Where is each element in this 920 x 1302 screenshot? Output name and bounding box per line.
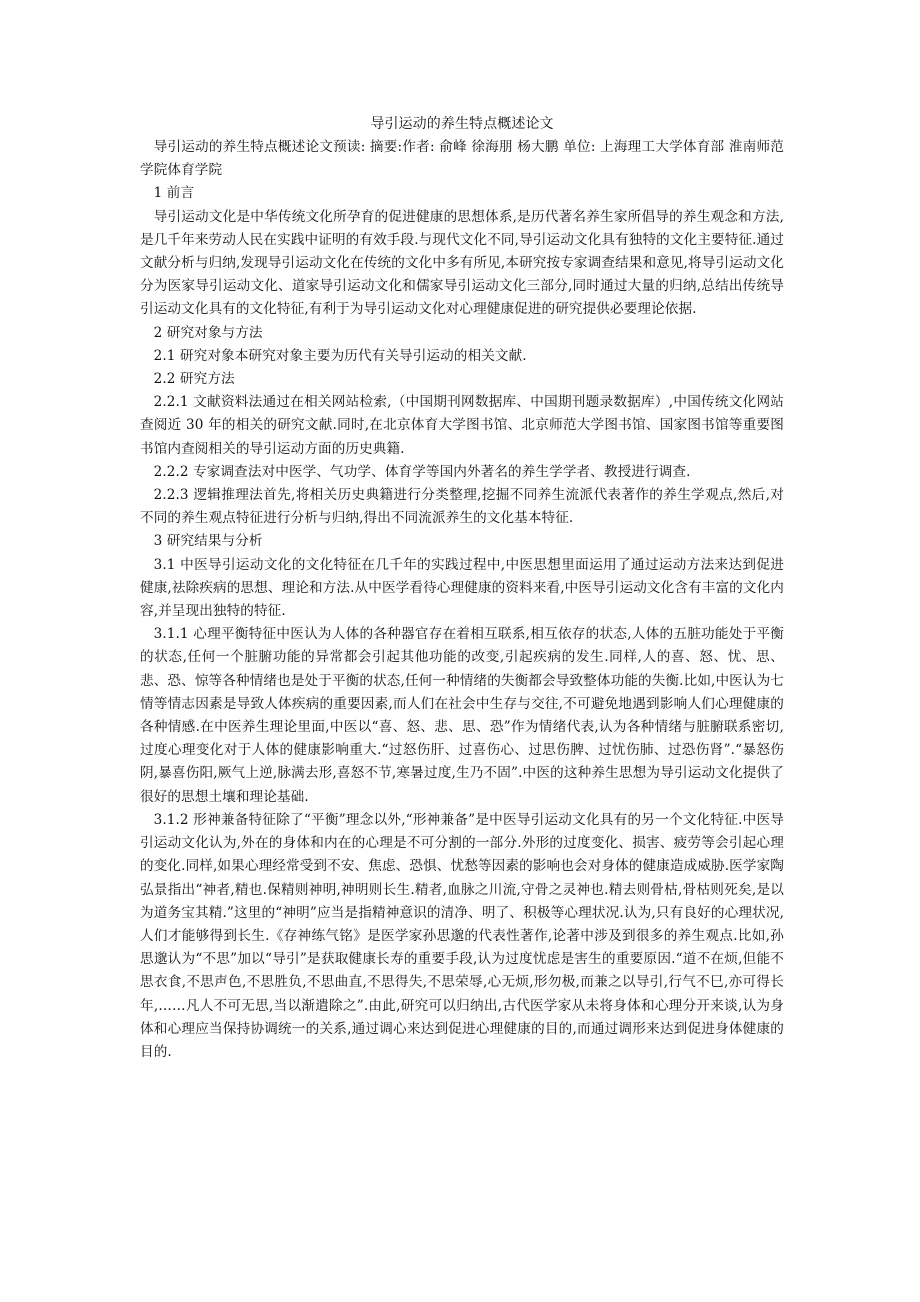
paragraph-form-spirit: 3.1.2 形神兼备特征除了“平衡”理念以外,“形神兼备”是中医导引运动文化具有的另一个文化特征.中医导引运动文化认为,外在的身体和内在的心理是不可分割的一部分.外形的过度变化、损害、疲劳等会引起心理的变化.同样,如果心理经常受到不安、焦虑、恐惧、忧愁等因素的影响也会对身体的健康造成威胁.医学家陶弘景指出“神者,精也.保精则神明,神明则长生.精者,血脉之川流,守骨之灵神也.精去则骨枯,骨枯则死矣,是以为道务宝其精.”这里的“神明”应当是指精神意识的清净、明了、积极等心理状况.认为,只有良好的心理状况,人们才能够得到长生.《存神练气铭》是医学家孙思邈的代表性著作,论著中涉及到很多的养生观点.比如,孙思邈认为“不思”加以“导引”是获取健康长寿的重要手段,认为过度忧虑是害生的重要原因.“道不在烦,但能不思衣食,不思声色,不思胜负,不思曲直,不思得失,不思荣辱,心无烦,形勿极,而兼之以导引,行气不巳,亦可得长年,……凡人不可无思,当以渐遣除之”.由此,研究可以归纳出,古代医学家从未将身体和心理分开来谈,认为身体和心理应当保持协调统一的关系,通过调心来达到促进心理健康的目的,而通过调形来达到促进身体健康的目的. (140, 811, 784, 1060)
paragraph-logic-method: 2.2.3 逻辑推理法首先,将相关历史典籍进行分类整理,挖掘不同养生流派代表著作的养生学观点,然后,对不同的养生观点特征进行分析与归纳,得出不同流派养生的文化基本特征. (140, 487, 784, 527)
subsection-heading-methods: 2.2 研究方法 (153, 371, 235, 388)
section-heading-methods: 2 研究对象与方法 (153, 324, 263, 341)
paragraph-tcm-features: 3.1 中医导引运动文化的文化特征在几千年的实践过程中,中医思想里面运用了通过运动方法来达到促进健康,祛除疾病的思想、理论和方法.从中医学看待心理健康的资料来看,中医导引运动文化含有丰富的文化内容,并呈现出独特的特征. (140, 556, 784, 620)
document-page (140, 112, 784, 1064)
section-heading-introduction: 1 前言 (153, 185, 195, 202)
paragraph-psychological-balance: 3.1.1 心理平衡特征中医认为人体的各种器官存在着相互联系,相互依存的状态,人体的五脏功能处于平衡的状态,任何一个脏腑功能的异常都会引起其他功能的改变,引起疾病的发生.同样,人的喜、怒、忧、思、悲、恐、惊等各种情绪也是处于平衡的状态,任何一种情绪的失衡都会导致整体功能的失衡.比如,中医认为七情等情志因素是导致人体疾病的重要因素,而人们在社会中生存与交往,不可避免地遇到影响人们心理健康的各种情感.在中医养生理论里面,中医以“喜、怒、悲、思、恐”作为情绪代表,认为各种情绪与脏腑联系密切,过度心理变化对于人体的健康影响重大.“过怒伤肝、过喜伤心、过思伤脾、过忧伤肺、过恐伤肾”.“暴怒伤阴,暴喜伤阳,厥气上逆,脉满去形,喜怒不节,寒暑过度,生乃不固”.中医的这种养生思想为导引运动文化提供了很好的思想土壤和理论基础. (140, 626, 784, 805)
paragraph-research-object: 2.1 研究对象本研究对象主要为历代有关导引运动的相关文献. (153, 347, 527, 364)
section-heading-results: 3 研究结果与分析 (153, 533, 263, 550)
paragraph-introduction: 导引运动文化是中华传统文化所孕育的促进健康的思想体系,是历代著名养生家所倡导的养生观念和方法,是几千年来劳动人民在实践中证明的有效手段.与现代文化不同,导引运动文化具有独特的文化主要特征.通过文献分析与归纳,发现导引运动文化在传统的文化中多有所见,本研究按专家调查结果和意见,将导引运动文化分为医家导引运动文化、道家导引运动文化和儒家导引运动文化三部分,同时通过大量的归纳,总结出传统导引运动文化具有的文化特征,有利于为导引运动文化对心理健康促进的研究提供必要理论依据. (140, 208, 784, 318)
document-title: 导引运动的养生特点概述论文 (370, 116, 554, 132)
paragraph-expert-survey-method: 2.2.2 专家调查法对中医学、气功学、体育学等国内外著名的养生学学者、教授进行调查. (153, 463, 691, 480)
paragraph-header-info: 导引运动的养生特点概述论文预读: 摘要:作者: 俞峰 徐海朋 杨大鹏 单位: 上海理工大学体育部 淮南师范学院体育学院 (140, 139, 784, 179)
paragraph-literature-method: 2.2.1 文献资料法通过在相关网站检索,（中国期刊网数据库、中国期刊题录数据库）,中国传统文化网站查阅近 30 年的相关的研究文献.同时,在北京体育大学图书馆、北京师范大学图书馆、国家图书馆等重要图书馆内查阅相关的导引运动方面的历史典籍. (140, 394, 784, 457)
